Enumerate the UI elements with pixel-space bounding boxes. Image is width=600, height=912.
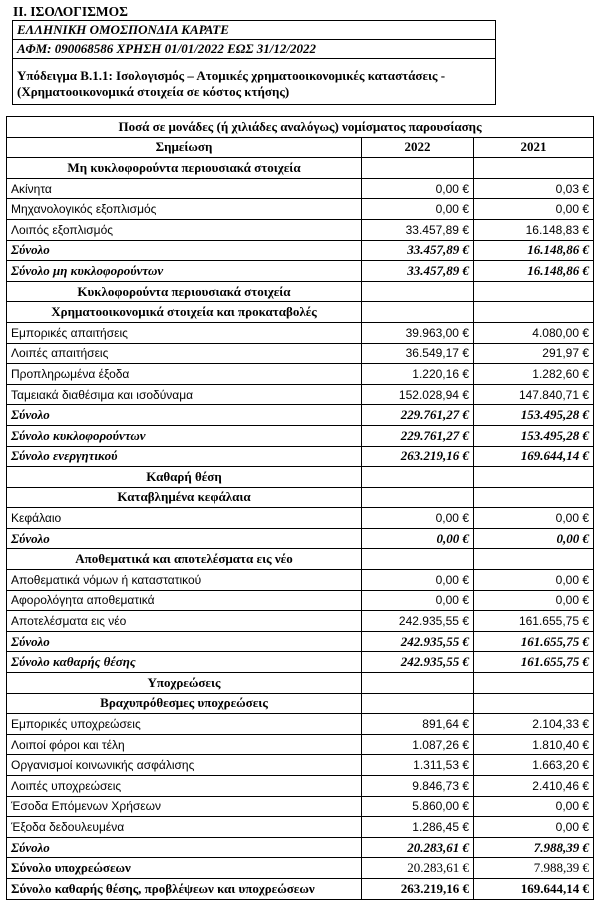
column-header-2021: 2021 — [474, 137, 594, 158]
row-value-2022: 242.935,55 € — [362, 652, 474, 673]
row-value-2021 — [474, 487, 594, 508]
row-label: Καθαρή θέση — [7, 467, 362, 488]
row-value-2021: 161.655,75 € — [474, 631, 594, 652]
row-value-2021: 169.644,14 € — [474, 446, 594, 467]
row-value-2021: 1.810,40 € — [474, 734, 594, 755]
row-value-2021: 153.495,28 € — [474, 425, 594, 446]
table-row — [7, 240, 594, 261]
row-value-2022 — [362, 693, 474, 714]
table-row — [7, 673, 594, 694]
row-value-2021: 1.282,60 € — [474, 364, 594, 385]
row-value-2021: 2.410,46 € — [474, 776, 594, 797]
row-label: Αποθεματικά νόμων ή καταστατικού — [7, 570, 362, 591]
row-label: Αποτελέσματα εις νέο — [7, 611, 362, 632]
column-header-row — [7, 137, 594, 158]
row-label: Μηχανολογικός εξοπλισμός — [7, 199, 362, 220]
row-label: Έσοδα Επόμενων Χρήσεων — [7, 796, 362, 817]
row-value-2022: 20.283,61 € — [362, 858, 474, 879]
row-value-2022: 20.283,61 € — [362, 837, 474, 858]
table-row — [7, 878, 594, 899]
row-label: Οργανισμοί κοινωνικής ασφάλισης — [7, 755, 362, 776]
row-label: Υποχρεώσεις — [7, 673, 362, 694]
row-value-2022 — [362, 549, 474, 570]
table-row — [7, 817, 594, 838]
row-label: Σύνολο — [7, 405, 362, 426]
row-label: Σύνολο υποχρεώσεων — [7, 858, 362, 879]
row-value-2021 — [474, 673, 594, 694]
table-row — [7, 261, 594, 282]
table-row — [7, 528, 594, 549]
row-value-2021: 0,00 € — [474, 199, 594, 220]
row-value-2021 — [474, 467, 594, 488]
column-header-2022: 2022 — [362, 137, 474, 158]
row-value-2022: 9.846,73 € — [362, 776, 474, 797]
row-value-2022: 242.935,55 € — [362, 611, 474, 632]
table-row — [7, 570, 594, 591]
row-value-2022: 891,64 € — [362, 714, 474, 735]
row-value-2021: 0,00 € — [474, 817, 594, 838]
table-row — [7, 467, 594, 488]
row-value-2022: 0,00 € — [362, 590, 474, 611]
caption-row — [7, 117, 594, 138]
row-value-2021: 7.988,39 € — [474, 858, 594, 879]
table-row — [7, 425, 594, 446]
table-row — [7, 693, 594, 714]
row-value-2021 — [474, 302, 594, 323]
section-title: ΙΙ. ΙΣΟΛΟΓΙΣΜΟΣ — [13, 4, 128, 19]
row-value-2022: 33.457,89 € — [362, 240, 474, 261]
row-value-2021: 153.495,28 € — [474, 405, 594, 426]
row-label: Λοιπές υποχρεώσεις — [7, 776, 362, 797]
row-value-2022 — [362, 673, 474, 694]
row-value-2022: 5.860,00 € — [362, 796, 474, 817]
row-value-2021: 4.080,00 € — [474, 322, 594, 343]
template-line-2: (Χρηματοοικονομικά στοιχεία σε κόστος κτήσης) — [17, 84, 290, 99]
row-label: Σύνολο καθαρής θέσης — [7, 652, 362, 673]
row-value-2021: 16.148,83 € — [474, 219, 594, 240]
table-row — [7, 590, 594, 611]
row-value-2022: 33.457,89 € — [362, 219, 474, 240]
row-label: Καταβλημένα κεφάλαια — [7, 487, 362, 508]
row-label: Ταμειακά διαθέσιμα και ισοδύναμα — [7, 384, 362, 405]
table-row — [7, 302, 594, 323]
row-value-2022 — [362, 302, 474, 323]
table-row — [7, 322, 594, 343]
row-label: Βραχυπρόθεσμες υποχρεώσεις — [7, 693, 362, 714]
row-value-2021 — [474, 549, 594, 570]
row-value-2021: 0,00 € — [474, 570, 594, 591]
row-value-2022: 0,00 € — [362, 508, 474, 529]
row-value-2022: 152.028,94 € — [362, 384, 474, 405]
row-label: Σύνολο καθαρής θέσης, προβλέψεων και υποχρεώσεων — [7, 878, 362, 899]
row-label: Ακίνητα — [7, 178, 362, 199]
row-value-2021 — [474, 281, 594, 302]
table-row — [7, 281, 594, 302]
row-value-2021: 0,03 € — [474, 178, 594, 199]
row-label: Λοιπές απαιτήσεις — [7, 343, 362, 364]
table-row — [7, 858, 594, 879]
row-value-2022: 33.457,89 € — [362, 261, 474, 282]
row-label: Λοιποί φόροι και τέλη — [7, 734, 362, 755]
table-row — [7, 158, 594, 179]
row-value-2021 — [474, 693, 594, 714]
table-caption: Ποσά σε μονάδες (ή χιλιάδες αναλόγως) νομίσματος παρουσίασης — [7, 117, 594, 138]
row-value-2022: 263.219,16 € — [362, 446, 474, 467]
row-value-2021: 147.840,71 € — [474, 384, 594, 405]
row-label: Σύνολο — [7, 631, 362, 652]
row-value-2022 — [362, 487, 474, 508]
row-value-2022 — [362, 158, 474, 179]
table-row — [7, 611, 594, 632]
row-value-2021: 161.655,75 € — [474, 611, 594, 632]
row-value-2021: 291,97 € — [474, 343, 594, 364]
row-value-2022 — [362, 467, 474, 488]
row-label: Εμπορικές απαιτήσεις — [7, 322, 362, 343]
row-value-2022: 263.219,16 € — [362, 878, 474, 899]
table-row — [7, 549, 594, 570]
table-row — [7, 364, 594, 385]
table-row — [7, 631, 594, 652]
row-label: Προπληρωμένα έξοδα — [7, 364, 362, 385]
row-label: Κεφάλαιο — [7, 508, 362, 529]
row-label: Έξοδα δεδουλευμένα — [7, 817, 362, 838]
table-row — [7, 508, 594, 529]
table-row — [7, 714, 594, 735]
row-value-2021: 1.663,20 € — [474, 755, 594, 776]
row-label: Λοιπός εξοπλισμός — [7, 219, 362, 240]
entity-header-box — [12, 20, 496, 105]
row-value-2022: 1.087,26 € — [362, 734, 474, 755]
row-label: Κυκλοφορούντα περιουσιακά στοιχεία — [7, 281, 362, 302]
table-row — [7, 446, 594, 467]
row-value-2022: 1.220,16 € — [362, 364, 474, 385]
row-value-2022: 0,00 € — [362, 570, 474, 591]
row-value-2022: 1.311,53 € — [362, 755, 474, 776]
row-label: Σύνολο — [7, 240, 362, 261]
row-label: Σύνολο κυκλοφορούντων — [7, 425, 362, 446]
table-row — [7, 652, 594, 673]
row-value-2022: 36.549,17 € — [362, 343, 474, 364]
table-row — [7, 776, 594, 797]
row-label: Σύνολο ενεργητικού — [7, 446, 362, 467]
afm-fiscal-year: ΑΦΜ: 090068586 ΧΡΗΣΗ 01/01/2022 ΕΩΣ 31/12/2022 — [13, 40, 495, 59]
table-row — [7, 796, 594, 817]
row-value-2022: 1.286,45 € — [362, 817, 474, 838]
row-value-2022: 242.935,55 € — [362, 631, 474, 652]
row-value-2022: 0,00 € — [362, 528, 474, 549]
table-row — [7, 199, 594, 220]
row-value-2021: 2.104,33 € — [474, 714, 594, 735]
row-label: Αποθεματικά και αποτελέσματα εις νέο — [7, 549, 362, 570]
row-value-2022: 0,00 € — [362, 178, 474, 199]
row-value-2021: 16.148,86 € — [474, 261, 594, 282]
row-value-2022: 229.761,27 € — [362, 405, 474, 426]
row-label: Εμπορικές υποχρεώσεις — [7, 714, 362, 735]
table-row — [7, 405, 594, 426]
row-label: Μη κυκλοφορούντα περιουσιακά στοιχεία — [7, 158, 362, 179]
row-value-2021: 161.655,75 € — [474, 652, 594, 673]
table-row — [7, 343, 594, 364]
row-value-2022: 39.963,00 € — [362, 322, 474, 343]
balance-sheet-table — [6, 116, 594, 900]
row-value-2022: 229.761,27 € — [362, 425, 474, 446]
template-description — [13, 59, 495, 104]
table-row — [7, 219, 594, 240]
table-row — [7, 384, 594, 405]
template-line-1: Υπόδειγμα Β.1.1: Ισολογισμός – Ατομικές χρηματοοικονομικές καταστάσεις - — [17, 68, 446, 83]
row-value-2022 — [362, 281, 474, 302]
row-value-2021: 0,00 € — [474, 796, 594, 817]
table-row — [7, 755, 594, 776]
row-label: Σύνολο — [7, 528, 362, 549]
row-label: Αφορολόγητα αποθεματικά — [7, 590, 362, 611]
row-value-2022: 0,00 € — [362, 199, 474, 220]
row-value-2021: 169.644,14 € — [474, 878, 594, 899]
row-value-2021: 0,00 € — [474, 508, 594, 529]
row-value-2021: 16.148,86 € — [474, 240, 594, 261]
table-row — [7, 734, 594, 755]
row-label: Χρηματοοικονομικά στοιχεία και προκαταβολές — [7, 302, 362, 323]
column-header-note: Σημείωση — [7, 137, 362, 158]
row-value-2021 — [474, 158, 594, 179]
row-value-2021: 0,00 € — [474, 528, 594, 549]
table-row — [7, 837, 594, 858]
table-row — [7, 487, 594, 508]
row-label: Σύνολο μη κυκλοφορούντων — [7, 261, 362, 282]
table-row — [7, 178, 594, 199]
row-value-2021: 0,00 € — [474, 590, 594, 611]
entity-name: ΕΛΛΗΝΙΚΗ ΟΜΟΣΠΟΝΔΙΑ ΚΑΡΑΤΕ — [13, 21, 495, 40]
row-value-2021: 7.988,39 € — [474, 837, 594, 858]
row-label: Σύνολο — [7, 837, 362, 858]
